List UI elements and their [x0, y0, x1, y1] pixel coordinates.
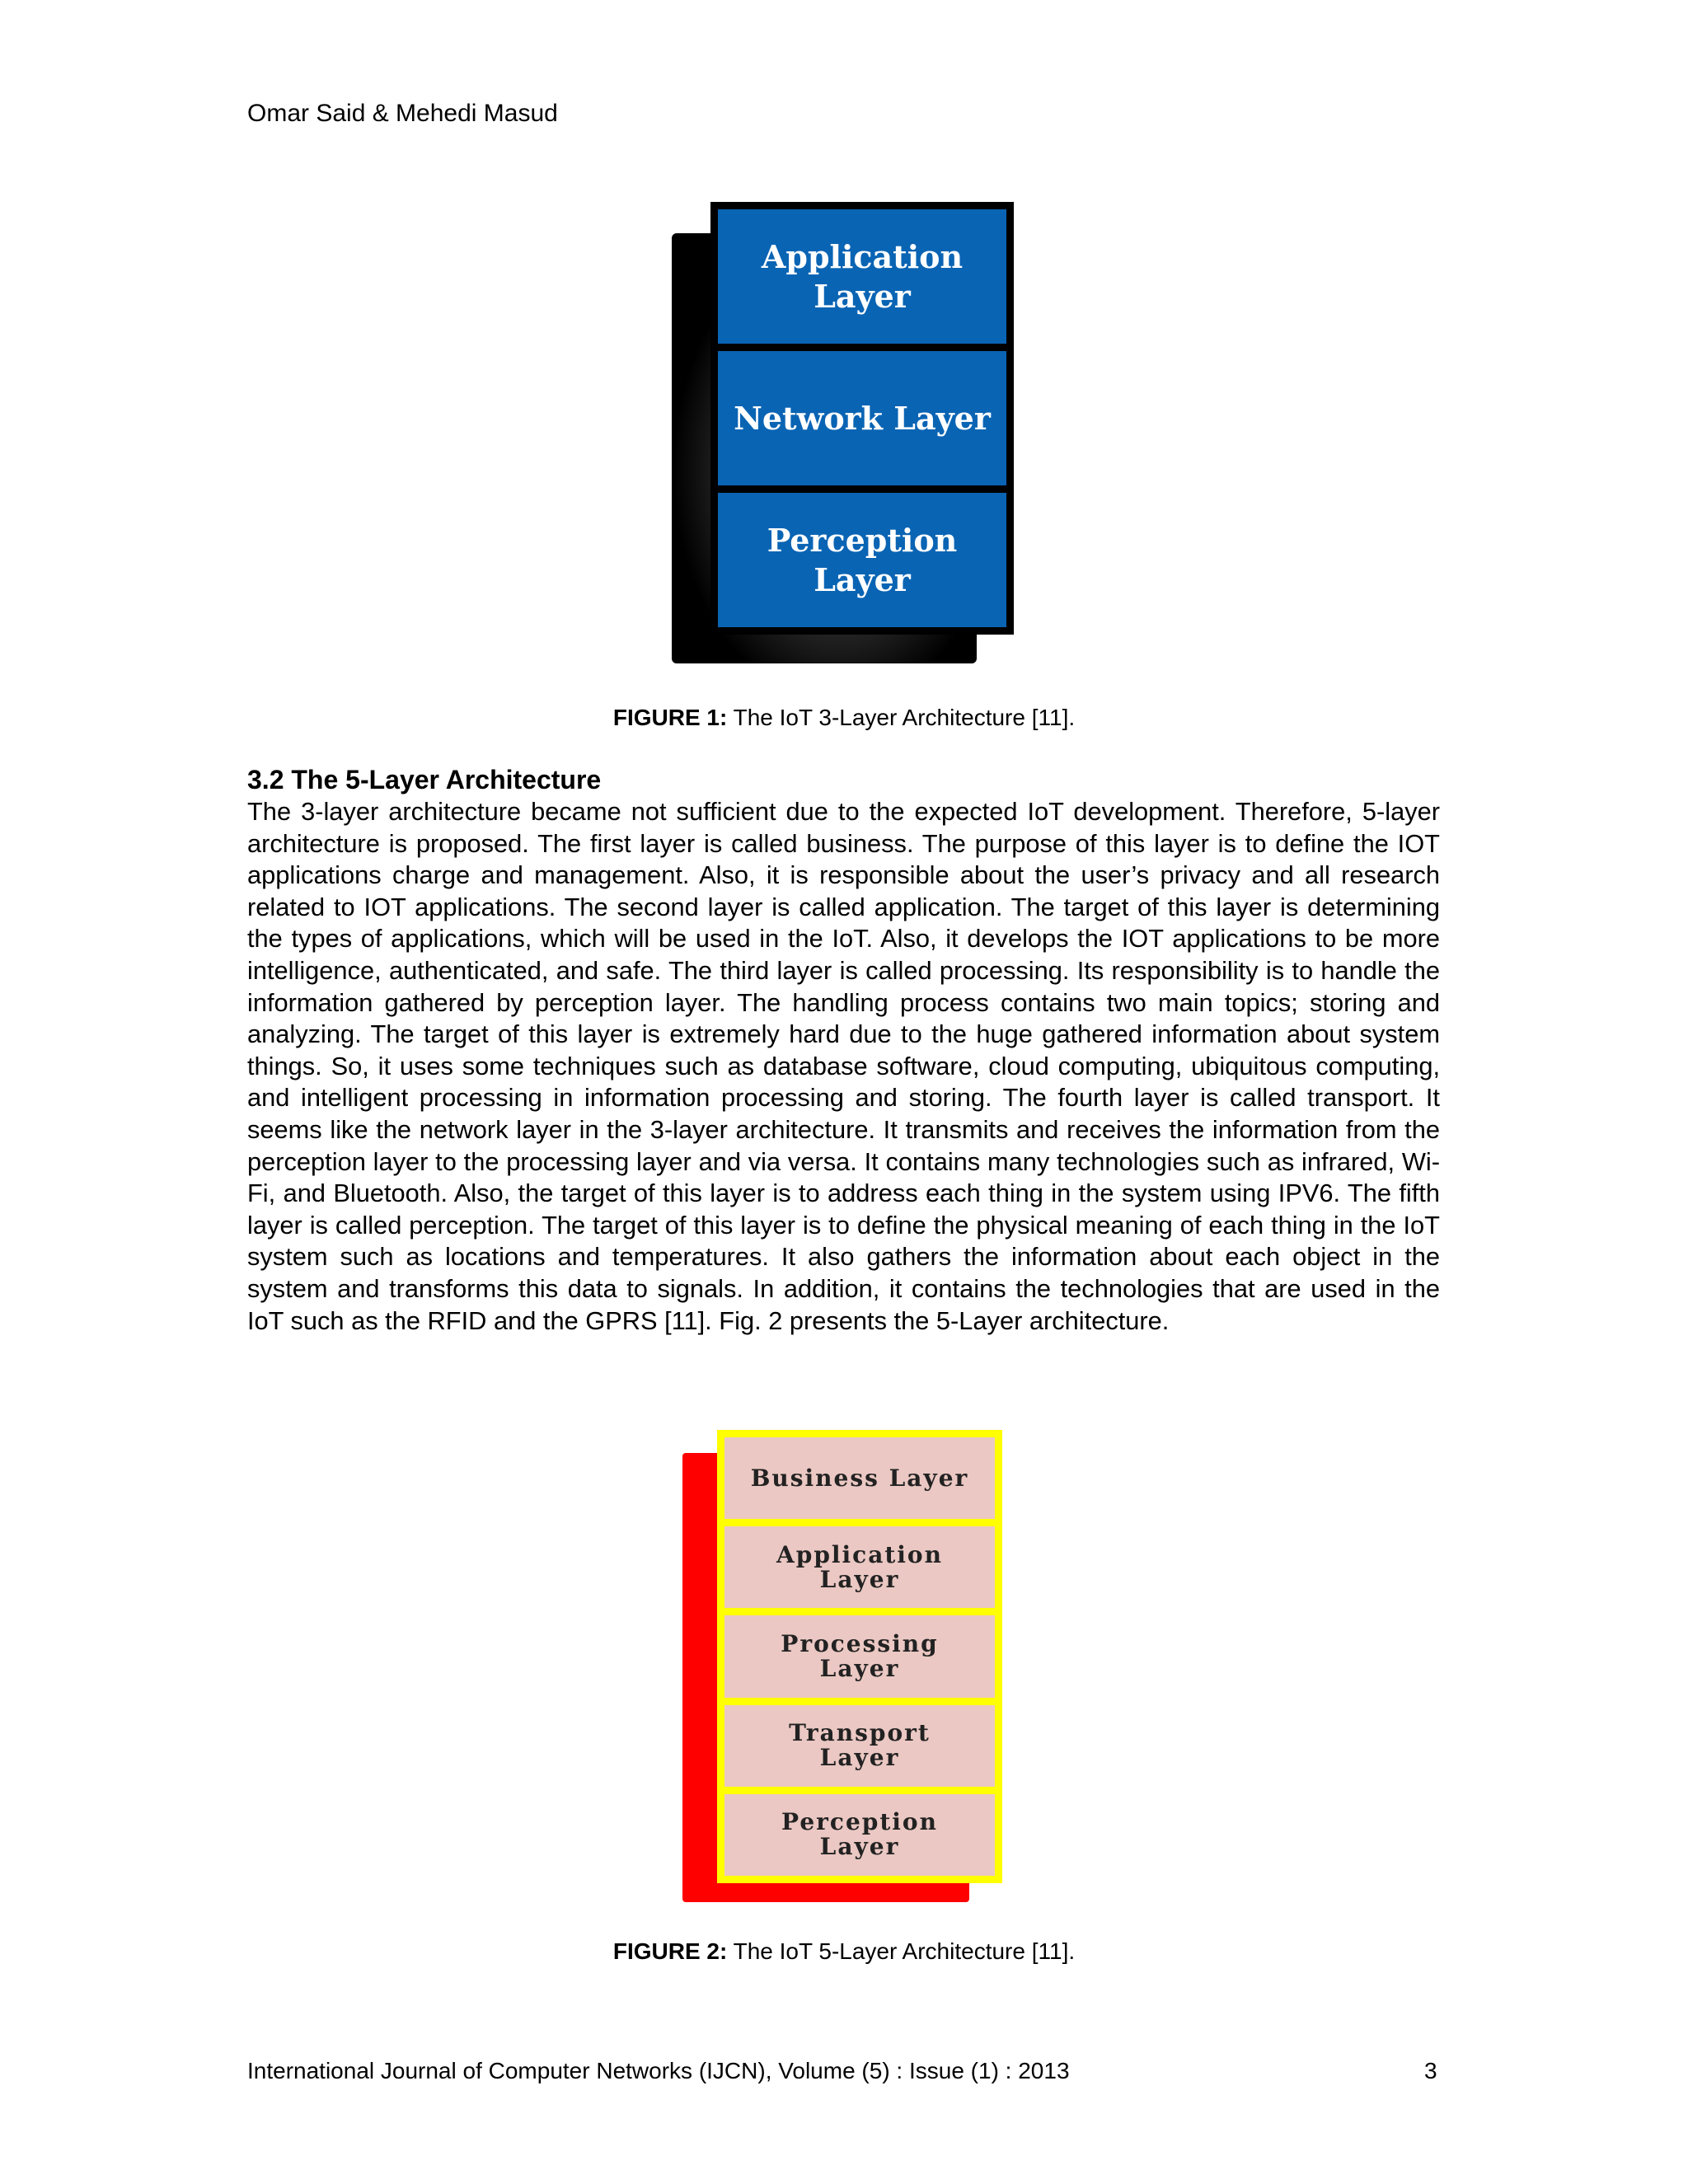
section-heading: 3.2 The 5-Layer Architecture [247, 765, 602, 794]
figure-2-perception-layer: Perception Layer [724, 1794, 995, 1876]
figure-2-transport-layer: Transport Layer [724, 1705, 995, 1787]
figure-2-processing-layer: Processing Layer [724, 1615, 995, 1697]
footer-page-number: 3 [1424, 2058, 1437, 2083]
figure-1-caption-label: FIGURE 1: [612, 705, 728, 730]
figure-2-five-layer-diagram [682, 1430, 1012, 1904]
figure-1-network-layer: Network Layer [718, 351, 1006, 485]
figure-2-business-layer: Business Layer [724, 1437, 995, 1519]
figure-2-application-layer: Application Layer [724, 1526, 995, 1608]
section-body-paragraph: The 3-layer architecture became not sufficient due to the expected IoT development. Therefore, 5-layer architecture is proposed. The first layer is called business. The purpose of this layer is to define the IOT applications charge and management. Also, it is responsible about the user’s privacy and all research related to IOT applications. The second layer is called application. The target of this layer is determining the types of applications, which will be used in the IoT. Also, it develops the IOT applications to be more intelligence, authenticated, and safe. The third layer is called processing. Its responsibility is to handle the information gathered by perception layer. The handling process contains two main topics; storing and analyzing. The target of this layer is extremely hard due to the huge gathered information about system things. So, it uses some techniques such as database software, cloud computing, ubiquitous computing, and intelligent processing in information processing and storing. The fourth layer is called transport. It seems like the network layer in the 3-layer architecture. It transmits and receives the information from the perception layer to the processing layer and via versa. It contains many technologies such as infrared, Wi-Fi, and Bluetooth. Also, the target of this layer is to address each thing in the system using IPV6. The fifth layer is called perception. The target of this layer is to define the physical meaning of each thing in the IoT system such as locations and temperatures. It also gathers the information about each object in the system and transforms this data to signals. In addition, it contains the technologies that are used in the IoT such as the RFID and the GPRS [11]. Fig. 2 presents the 5-Layer architecture. [247, 797, 1440, 1335]
figure-2-caption-label: FIGURE 2: [612, 1938, 728, 1964]
figure-1-caption-text: The IoT 3-Layer Architecture [11]. [727, 705, 1076, 730]
figure-2-caption [0, 1937, 1688, 1966]
figure-2-caption-text: The IoT 5-Layer Architecture [11]. [727, 1938, 1076, 1964]
figure-2-layer-stack [717, 1430, 1002, 1883]
figure-1-three-layer-diagram [672, 202, 1018, 668]
figure-1-caption [0, 703, 1688, 733]
figure-1-perception-layer: Perception Layer [718, 493, 1006, 627]
figure-1-layer-stack [710, 202, 1014, 635]
running-header-authors: Omar Said & Mehedi Masud [247, 100, 558, 127]
figure-1-application-layer: Application Layer [718, 209, 1006, 344]
footer-journal-citation: International Journal of Computer Networks (IJCN), Volume (5) : Issue (1) : 2013 [247, 2058, 1070, 2083]
